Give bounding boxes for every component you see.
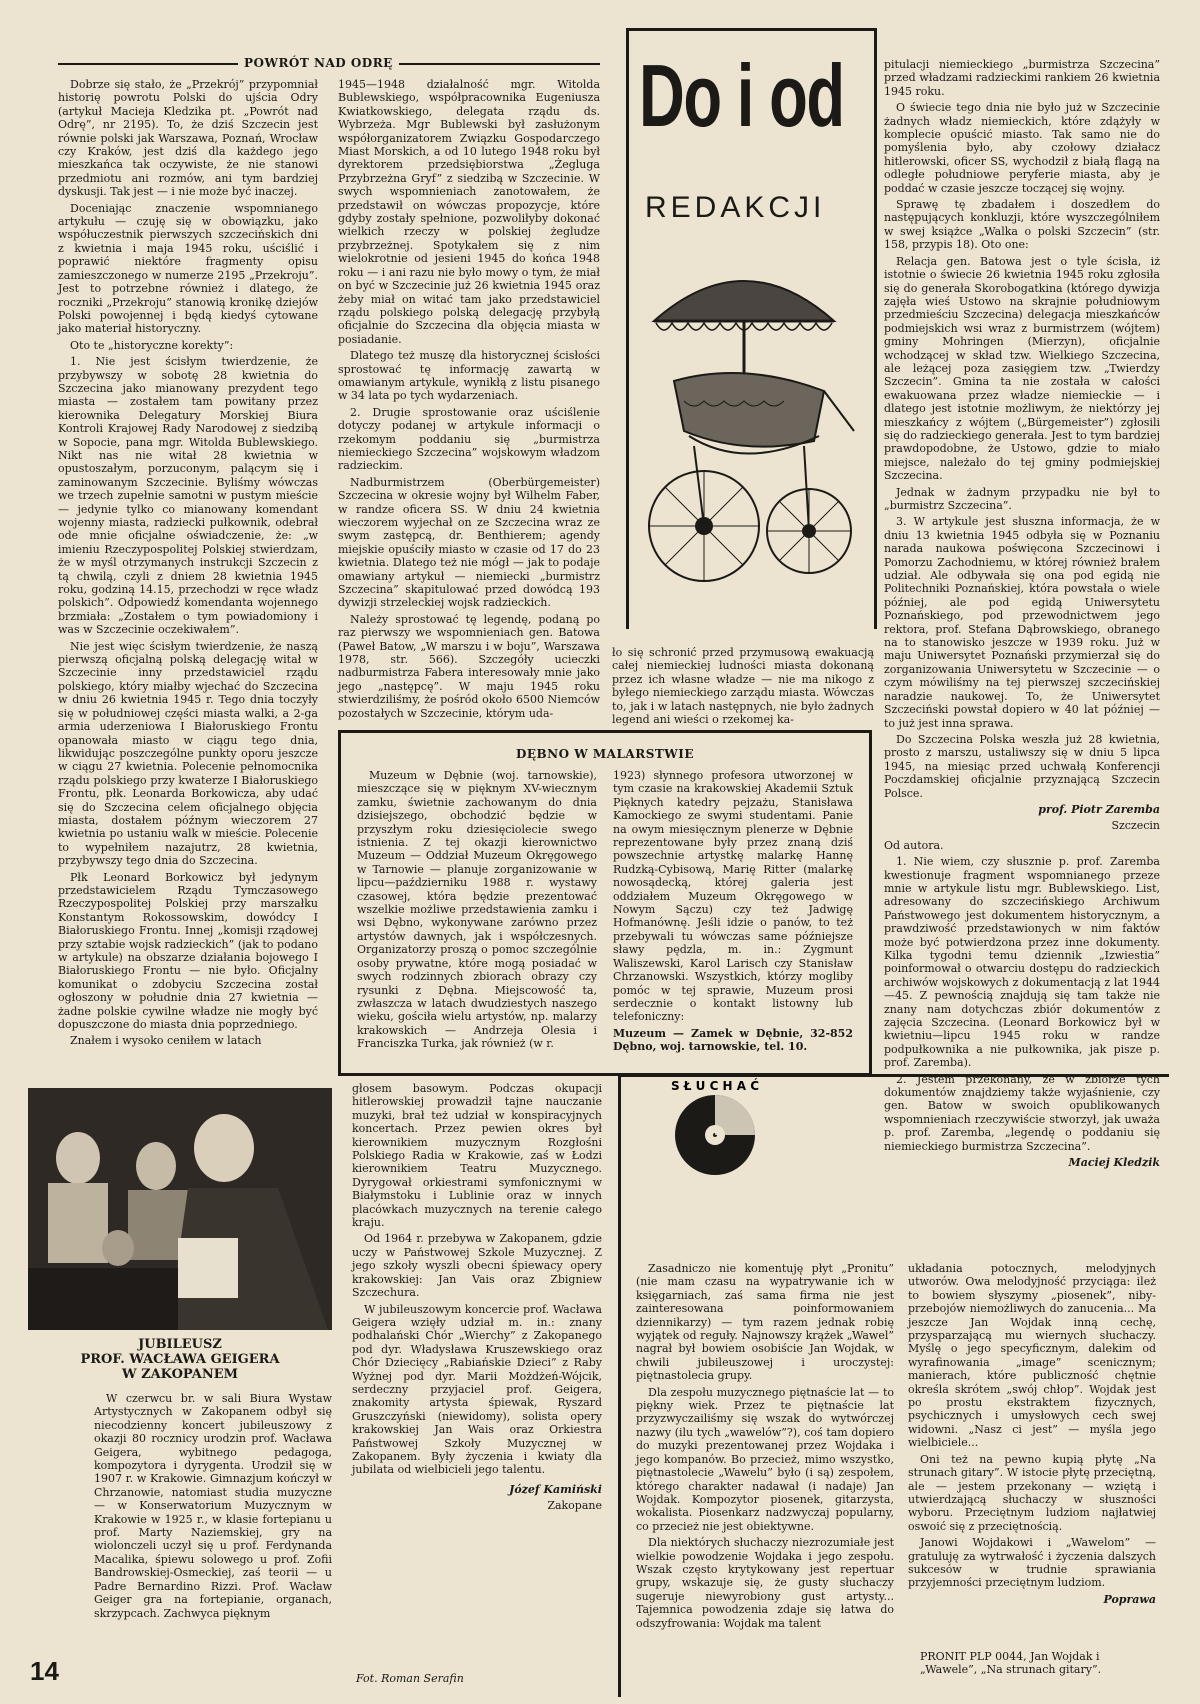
photo-credit: Fot. Roman Serafin [356, 1672, 464, 1685]
geiger-column-2: głosem basowym. Podczas okupacji hitlerowskiej prowadził tajne nauczanie muzyki, brał też udział w konspiracyjnych koncertach. Przez pewien okres był kierownikiem muzycznym Rozgłośni Polskiego Radia w Krakowie, zaś w Łodzi kierownikiem Teatru Muzycznego. Dyrygował orkiestrami symfonicznymi w Białymstoku i Lublinie oraz w innych placówkach muzycznych na terenie całego kraju. Od 1964 r. przebywa w Zakopanem, gdzie uczy w Państwowej Szkole Muzycznej. Z jego szkoły wyszli obecni śpiewacy opery krakowskiej: Jan Vais oraz Zbigniew Szczechura. W jubileuszowym koncercie prof. Wacława Geigera wzięły udział m. in.: znany podhalański Chór „Wierchy” z Zakopanego pod dyr. Władysława Kruszewskiego oraz Chór Dziecięcy „Rabiańskie Dzieci” z Raby Wyżnej pod dyr. Marii Możdżeń-Wójcik, serdeczny przyjaciel prof. Geigera, znakomity artysta śpiewak, Ryszard Gruszczyński (niewidomy), solista opery krakowskiej Jan Wais oraz Orkiestra Państwowej Szkoły Muzycznej w Zakopanem. Były życzenia i kwiaty dla jubilata od wielbicieli jego talentu. Józef Kamiński Zakopane [352, 1082, 602, 1513]
sluchac-column-2: układania potocznych, melodyjnych utworów. Owa melodyjność przyciąga: ileż to bowiem słyszymy „piosenek”, niby-przebojów niemożliwych do zanucenia... Ma jeszcze Jan Wojdak inną cechę, przysparzającą mu wiernych słuchaczy. Myślę o jego specyficznym, dalekim od wyrafinowania „image” scenicznym; manierach, które publiczność chętnie określa skrótem „swój chłop”. Wojdak jest po prostu ekstraktem fizycznych, psychicznych i umysłowych cech swej widowni. „Nasz ci jest” — myśla jego wielbiciele... Oni też na pewno kupią płytę „Na strunach gitary”. W istocie płytę przeciętną, ale — jestem przekonany — wziętą i utwierdzającą słuchaczy w słuszności wyboru. Przeciętnym ludziom najłatwiej oswoić się z przeciętnością. Janowi Wojdakowi i „Wawelom” — gratuluję za wytrwałość i życzenia dalszych sukcesów w trudnie sprawiania przyjemności przeciętnym ludziom. Poprawa [908, 1262, 1156, 1606]
signature-zaremba: prof. Piotr Zaremba [1038, 802, 1160, 816]
signature-poprawa: Poprawa [1103, 1592, 1156, 1606]
sluchac-column-1: Zasadniczo nie komentuję płyt „Pronitu” (nie mam czasu na wypatrywanie ich w księgarniach, zaś sama firma nie jest zainteresowana poinformowaniem dziennikarzy) — tym razem jednak robię wyjątek od reguły. Najnowszy krążek „Wawel” nagrał był bowiem osobiście Jan Wojdak, w chwili jubileuszowej i uroczystej: piętnastolecia grupy. Dla zespołu muzycznego piętnaście lat — to piękny wiek. Przez te piętnaście lat przyzwyczailiśmy się wszak do wytwórczej nazwy (ilu tych „wawelów”?), coś tam dopiero do muzyki prezentowanej przez Wojdaka i jego kompanów. Bo przecież, mimo wszystko, piętnastolecie „Wawelu” było (i są) zespołem, którego charakter nadawał (i nadaje) Jan Wojdak. Kompozytor piosenek, gitarzysta, wokalista. Piosenkarz nadzwyczaj popularny, co przecież nie jest obiektywne. Dla niektórych słuchaczy niezrozumiałe jest wielkie powodzenie Wojdaka i jego zespołu. Wszak często krytykowany jest repertuar grupy, wskazuje się, że gusty słuchaczy sugeruje niewyrobiony gust artysty... Tajemnica powodzenia zdaje się łatwa do odszyfrowania: Wojdak ma talent [636, 1262, 894, 1630]
concert-photo-figures [28, 1088, 332, 1330]
debno-box [338, 730, 872, 1076]
geiger-column-1: W czerwcu br. w sali Biura Wystaw Artystycznych w Zakopanem odbył się niecodzienny koncert jubileuszowy z okazji 80 rocznicy urodzin prof. Wacława Geigera, wybitnego pedagoga, kompozytora i dyrygenta. Urodził się w 1907 r. w Krakowie. Gimnazjum kończył w Chrzanowie, natomiast studia muzyczne — w Konserwatorium Muzycznym w Krakowie w 1925 r., w klasie fortepianu u prof. Marty Naziemskiej, gry na wiolonczeli uczył się u prof. Ferdynanda Macalika, śpiewu solowego u prof. Zofii Bandrowskiej-Osmeckiej, zaś teorii — u Padre Bernardino Rizzi. Prof. Wacław Geiger gra na fortepianie, organach, skrzypcach. Zachwyca pięknym [94, 1392, 332, 1620]
redakcja-column-4: pitulacji niemieckiego „burmistrza Szczecina” przed władzami radzieckimi rankiem 26 kwietnia 1945 roku. O świecie tego dnia nie było już w Szczecinie żadnych władz niemieckich, które zdążyły w komplecie opuścić miasto. Tak samo nie do pomyślenia było, aby czołowy działacz hitlerowski, oficer SS, wychodził z białą flagą na odległe południowe peryferie miasta, aby je poddać w czasie jeszcze toczącej się wojny. Sprawę tę zbadałem i doszedłem do następujących konkluzji, które wyszczególniłem w swej książce „Walka o polski Szczecin” (str. 158, przypis 18). Oto one: Relacja gen. Batowa jest o tyle ścisła, iż istotnie o świecie 26 kwietnia 1945 roku zgłosiła się do generała Skorobogatkina (którego dywizja zajęła wieś Ustowo na skrajnie południowym przedmieściu Szczecina) delegacja mieszkańców podmiejskich wsi wraz z burmistrzem (wójtem) gminy Mohringen (Mierzyn), oficjalnie wchodzącej w skład tzw. Wielkiego Szczecina, ale leżącej poza zasięgiem tzw. „Twierdzy Szczecin”. Gmina ta nie została w całości ewakuowana przez władze niemieckie — i dlatego jest istotnie możliwym, że niektórzy jej mieszkańcy z wójtem („Bürgemeister”) zgłosili się do radzieckiego generała. Jest to tym bardziej prawdopodobne, że Ustowo, gdzie to miało miejsce, należało do tej gminy podmiejskiej Szczecina. Jednak w żadnym przypadku nie był to „burmistrz Szczecina”. 3. W artykule jest słuszna informacja, że w dniu 13 kwietnia 1945 odbyła się w Poznaniu narada naukowa poświęcona Szczecinowi i Pomorzu Zachodniemu, w której również brałem udział. Ale odbywała się ona pod egidą nie Politechniki Poznańskiej, która powstała o wiele później, ale pod egidą Uniwersytetu Poznańskiego, pod przewodnictwem jego rektora, prof. Stefana Dąbrowskiego, obranego na to stanowisko jeszcze w 1939 roku. Już w maju Uniwersytet Poznański przymierzał się do zorganizowania Uniwersytetu w Szczecinie — o czym mówiliśmy na tej pierwszej szczecińskiej naradzie naukowej. To, że Uniwersytet Szczeciński powstał dopiero w 40 lat później — to już jest inna sprawa. Do Szczecina Polska weszła już 28 kwietnia, prosto z marszu, ustaliwszy się w dniu 5 lipca 1945, na miesiąc przed uchwałą Konferencji Poczdamskiej oficjalnie przyznającą Szczecin Polsce. prof. Piotr Zaremba Szczecin Od autora. 1. Nie wiem, czy słusznie p. prof. Zaremba kwestionuje fragment wspomnianego przeze mnie w artykule listu mgr. Bublewskiego. List, adresowany do szczecińskiego Archiwum Państwowego jest dokumentem historycznym, a prawdziwość przedstawionych w nim faktów może być potwierdzona przez inne dokumenty. Kilka tygodni temu dziennik „Izwiestia” poinformował o otwarciu dostępu do radzieckich archiwów wojskowych z dokumentacją z lat 1944—45. Z pewnością znajdują się tam także nie znany nam dotychczas zbiór dokumentów z zajęcia Szczecina. (Leonard Borkowicz był w kwietniu—lipcu 1945 roku w randze podpułkownika a nie pułkownika, jak pisze p. prof. Zaremba). 2. Jestem przekonany, że w zbiorze tych dokumentów znajdziemy także wyjaśnienie, czy gen. Batow w swoich opublikowanych wspomnieniach rzeczywiście stworzył, jak uważa p. prof. Zaremba, „legendę o poddaniu się niemieckiego burmistrza Szczecina”. Maciej Kledzik [884, 58, 1160, 1170]
powrot-column-3-tail: ło się schronić przed przymusową ewakuacją całej niemieckiej ludności miasta dokonaną przez ich własne władze — nie ma nikogo z byłego niemieckiego zarządu miasta. Wówczas to, jak i w latach następnych, nie było żadnych legend ani wieści o rzekomej ka- [612, 646, 874, 727]
redakcja-title-sub: REDAKCJI [645, 191, 826, 224]
debno-title: DĘBNO W MALARSTWIE [515, 747, 695, 761]
signature-kledzik: Maciej Kledzik [1068, 1156, 1160, 1170]
geiger-title-1: JUBILEUSZ [138, 1337, 222, 1352]
record-footer: PRONIT PLP 0044, Jan Wojdak i „Wawele”, „Na strunach gitary”. [920, 1650, 1102, 1676]
geiger-title-3: W ZAKOPANEM [121, 1367, 239, 1382]
redakcja-header [626, 28, 877, 629]
redakcja-title-main: Do i od [639, 46, 844, 145]
page-number: 14 [30, 1656, 59, 1686]
pram-illustration [634, 241, 864, 601]
powrot-column-2: 1945—1948 działalność mgr. Witolda Bublewskiego, współpracownika Eugeniusza Kwiatkowskiego, delegata rządu ds. Wybrzeża. Mgr Bublewski był zasłużonym współorganizatorem Związku Gospodarczego Miast Morskich, a od 10 lutego 1948 roku był dyrektorem przedsiębiorstwa „Żegluga Przybrzeżna Gryf” z siedzibą w Szczecinie. W swych wspomnieniach zanotowałem, że przedstawił on wówczas propozycje, które gdyby zostały spełnione, pozwoliłyby dokonać wielkich rzeczy w polskiej żegludze przybrzeżnej. Spotykałem się z nim wielokrotnie od jesieni 1945 do końca 1948 roku — i ani razu nie było mowy o tym, że miał on być w Szczecinie już 26 kwietnia 1945 oraz żeby miał on witać tam jako przedstawiciel rządu polskiego polską delegację przybyłą oficjalnie do Szczecina dla objęcia miasta w posiadanie. Dlatego też muszę dla historycznej ścisłości sprostować tę informację zawartą w omawianym artykule, wynikłą z listu pisanego w 34 lata po tych wydarzeniach. 2. Drugie sprostowanie oraz uściślenie dotyczy podanej w artykule informacji o rzekomym poddaniu się „burmistrza niemieckiego Szczecina” wojskowym władzom radzieckim. Nadburmistrzem (Oberbürgemeister) Szczecina w okresie wojny był Wilhelm Faber, w randze oficera SS. W dniu 24 kwietnia wieczorem wyjechał on ze Szczecina wraz ze swym zastępcą, dr. Benthierem; agendy miejskie opuściły miasto w czasie od 17 do 23 kwietnia. Dlatego też nie mógł — jak to podaje omawiany artykuł — niemiecki „burmistrz Szczecina” skapitulować przed dowódcą 193 dywizji strzeleckiej wojsk radzieckich. Należy sprostować tę legendę, podaną po raz pierwszy we wspomnieniach gen. Batowa (Paweł Batow, „W marszu i w boju”, Warszawa 1978, str. 566). Szczegóły ucieczki nadburmistrza Fabera interesowały mnie jako jego „następcę”. W maju 1945 roku stwierdziliśmy, że pośród około 6500 Niemców pozostałych w Szczecinie, którym uda- [338, 78, 600, 720]
geiger-title-2: PROF. WACŁAWA GEIGERA [80, 1352, 280, 1367]
debno-column-1: Muzeum w Dębnie (woj. tarnowskie), mieszczące się w pięknym XV-wiecznym zamku, świetnie zachowanym do dnia dzisiejszego, obchodzić będzie w przyszłym roku dziesięciolecie swego istnienia. Z tej okazji kierownictwo Muzeum — Oddział Muzeum Okręgowego w Tarnowie — planuje zorganizowanie w lipcu—październiku 1988 r. wystawy czasowej, która będzie prezentować wszelkie możliwe przedstawienia zamku i wsi Dębno, wykonywane zarówno przez artystów dawnych, jak i współczesnych. Organizatorzy proszą o pomoc szczególnie osoby prywatne, które mogą posiadać w swych rodzinnych zbiorach obrazy czy rysunki z Dębna. Miejscowość ta, zwłaszcza w latach dwudziestych naszego wieku, gościła wielu artystów, np. malarzy krakowskich — Andrzeja Olesia i Franciszka Turka, jak również (w r. [357, 769, 597, 1051]
svg-text:S Ł U C H A Ć: S Ł U C H A Ć [670, 1079, 760, 1093]
powrot-title: POWRÓT NAD ODRĘ [238, 56, 399, 70]
concert-photo [28, 1088, 332, 1330]
vinyl-record-icon [660, 1080, 770, 1190]
debno-column-2: 1923) słynnego profesora utworzonej w tym czasie na krakowskiej Akademii Sztuk Pięknych katedry pejzażu, Stanisława Kamockiego ze swymi studentami. Panie na owym miesięcznym plenerze w Dębnie reprezentowane były przez znaną dziś powszechnie artystkę malarkę Hannę Rudzką-Cybisową, Marię Ritter (malarkę nowosądecką, której galeria jest oddziałem Muzeum Okręgowego w Nowym Sączu) czy też Jadwigę Hofmanównę. Jeśli idzie o panów, to też przebywali tu wówczas same późniejsze sławy pędzla, m. in.: Zygmunt Waliszewski, Karol Larisch czy Stanisław Chrzanowski. Wszystkich, którzy mogliby pomóc w tej sprawie, Muzeum prosi serdecznie o kontakt listowny lub telefoniczny: Muzeum — Zamek w Dębnie, 32-852 Dębno, woj. tarnowskie, tel. 10. [613, 769, 853, 1054]
powrot-column-1: Dobrze się stało, że „Przekrój” przypomniał historię powrotu Polski do ujścia Odry (artykuł Macieja Kledzika pt. „Powrót nad Odrę”, nr 2195). To, że dziś Szczecin jest równie polski jak Warszawa, Poznań, Wrocław czy Kraków, jest dziś dla każdego jego mieszkańca tak oczywiste, że nie stanowi przedmiotu ani rozmów, ani tym bardziej dyskusji. Tak jest — i nie może być inaczej. Doceniając znaczenie wspomnianego artykułu — czuję się w obowiązku, jako współuczestnik pierwszych szczecińskich dni z kwietnia i maja 1945 roku, uściślić i poprawić niektóre fragmenty opisu zamieszczonego w numerze 2195 „Przekroju”. Jest to potrzebne również i dlatego, że roczniki „Przekroju” stanowią kronikę dziejów Polski powojennej i będą kiedyś cytowane jako materiał historyczny. Oto te „historyczne korekty”: 1. Nie jest ścisłym twierdzenie, że przybywszy w sobotę 28 kwietnia do Szczecina jako mianowany prezydent tego miasta — zostałem tam powitany przez kierownika Delegatury Morskiej Biura Kontroli Krajowej Rady Narodowej z siedzibą w Sopocie, pana mgr. Witolda Bublewskiego. Nikt nas nie witał 28 kwietnia w opustoszałym, porzuconym, palącym się i zaminowanym Szczecinie. Byliśmy wówczas we trzech zupełnie samotni w pustym mieście — jedynie tylko co mianowany komendant wojenny miasta, radziecki pułkownik, odebrał ode mnie oficjalne oświadczenie, że: „w imieniu Rzeczypospolitej Polskiej stwierdzam, że w myśl otrzymanych instrukcji Szczecin z tą chwilą, czyli z dniem 28 kwietnia 1945 roku, godziną 14.15, przechodzi w ręce władz polskich”. Odpowiedź komendanta wojennego brzmiała: „Zostałem o tym powiadomiony i was w Szczecinie oczekiwałem”. Nie jest więc ścisłym twierdzenie, że naszą pierwszą oficjalną polską delegację witał w Szczecinie inny przedstawiciel rządu polskiego, który miałby wjechać do Szczecina w dniu 26 kwietnia 1945 r. Tego dnia toczyły się w południowej części miasta walki, a 2-ga armia uderzeniowa I Białoruskiego Frontu opanowała miasto w ciągu tego dnia, likwidując poszczególne punkty oporu jeszcze w ciągu 27 kwietnia. Polecenie pełnomocnika rządu polskiego przy kwaterze I Białoruskiego Frontu, płk. Leonarda Borkowicza, aby udać się do Szczecina celem oficjalnego objęcia miasta, dostałem późnym wieczorem 27 kwietnia po ustaniu walk w mieście. Polecenie to wypełniłem nazajutrz, 28 kwietnia, przybywszy tego dnia do Szczecina. Płk Leonard Borkowicz był jedynym przedstawicielem Rządu Tymczasowego Rzeczypospolitej Polskiej przy marszałku Konstantym Rokossowskim, dowódcy I Białoruskiego Frontu. Innej „komisji rządowej przy sztabie wojsk radzieckich” (jak to podano w artykule) na obszarze działania bojowego I Białoruskiego Frontu — nie było. Oficjalny komunikat o zdobyciu Szczecina został ogłoszony w południe dnia 27 kwietnia — żadne polskie cywilne władze nie mogły być dopuszczone do miasta dnia poprzedniego. Znałem i wysoko ceniłem w latach [58, 78, 318, 1048]
